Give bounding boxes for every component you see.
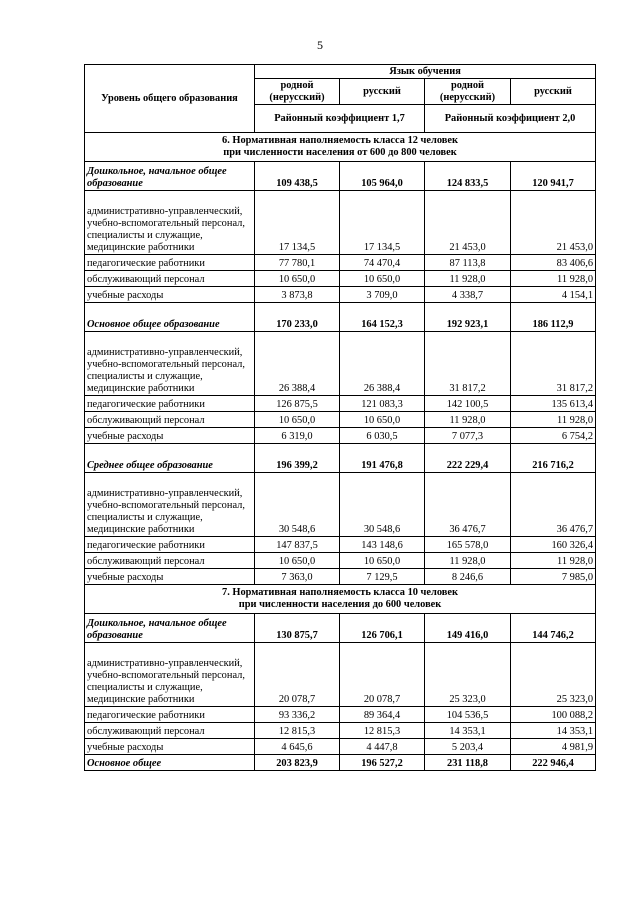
coefficient-header: Районный коэффициент 2,0 xyxy=(425,105,596,133)
level-total-cell: 196 527,2 xyxy=(340,755,425,771)
expense-item-label: учебные расходы xyxy=(85,428,255,444)
expense-value-cell: 4 338,7 xyxy=(425,287,511,303)
expense-value-cell: 8 246,6 xyxy=(425,569,511,585)
expense-value-cell: 7 985,0 xyxy=(511,569,596,585)
section-title xyxy=(85,133,596,162)
level-total-cell: 192 923,1 xyxy=(425,303,511,332)
expense-value-cell: 93 336,2 xyxy=(255,707,340,723)
expense-value-cell: 30 548,6 xyxy=(255,473,340,537)
expense-value-cell: 7 129,5 xyxy=(340,569,425,585)
expense-value-cell: 31 817,2 xyxy=(511,332,596,396)
expense-value-cell: 11 928,0 xyxy=(425,412,511,428)
expense-value-cell: 20 078,7 xyxy=(340,643,425,707)
expense-item-label: обслуживающий персонал xyxy=(85,723,255,739)
expense-value-cell: 5 203,4 xyxy=(425,739,511,755)
expense-value-cell: 87 113,8 xyxy=(425,255,511,271)
expense-item-label: административно-управленческий, учебно-вспомогательный персонал, специалисты и служащие, медицинские работники xyxy=(85,191,255,255)
expense-item-label: учебные расходы xyxy=(85,569,255,585)
expense-value-cell: 10 650,0 xyxy=(255,553,340,569)
expense-value-cell: 74 470,4 xyxy=(340,255,425,271)
level-total-cell: 144 746,2 xyxy=(511,614,596,643)
expense-value-cell: 4 154,1 xyxy=(511,287,596,303)
level-total-cell: 164 152,3 xyxy=(340,303,425,332)
lang-col-header: русский xyxy=(511,79,596,105)
expense-value-cell: 26 388,4 xyxy=(255,332,340,396)
expense-value-cell: 11 928,0 xyxy=(425,553,511,569)
expense-value-cell: 10 650,0 xyxy=(340,412,425,428)
expense-value-cell: 7 077,3 xyxy=(425,428,511,444)
expense-value-cell: 11 928,0 xyxy=(511,412,596,428)
expense-value-cell: 135 613,4 xyxy=(511,396,596,412)
level-total-cell: 105 964,0 xyxy=(340,162,425,191)
level-column-header: Уровень общего образования xyxy=(85,65,255,133)
expense-value-cell: 10 650,0 xyxy=(255,412,340,428)
expense-value-cell: 126 875,5 xyxy=(255,396,340,412)
expense-value-cell: 147 837,5 xyxy=(255,537,340,553)
expense-value-cell: 25 323,0 xyxy=(425,643,511,707)
level-total-cell: 130 875,7 xyxy=(255,614,340,643)
expense-value-cell: 30 548,6 xyxy=(340,473,425,537)
expense-value-cell: 36 476,7 xyxy=(425,473,511,537)
language-group-header: Язык обучения xyxy=(255,65,596,79)
expense-item-label: административно-управленческий, учебно-вспомогательный персонал, специалисты и служащие, медицинские работники xyxy=(85,643,255,707)
coefficient-header: Районный коэффициент 1,7 xyxy=(255,105,425,133)
expense-value-cell: 11 928,0 xyxy=(511,553,596,569)
expense-value-cell: 143 148,6 xyxy=(340,537,425,553)
expense-value-cell: 31 817,2 xyxy=(425,332,511,396)
level-total-cell: 186 112,9 xyxy=(511,303,596,332)
expense-value-cell: 26 388,4 xyxy=(340,332,425,396)
level-total-cell: 216 716,2 xyxy=(511,444,596,473)
expense-value-cell: 121 083,3 xyxy=(340,396,425,412)
expense-value-cell: 17 134,5 xyxy=(255,191,340,255)
education-level-name: Основное общее xyxy=(85,755,255,771)
expense-value-cell: 12 815,3 xyxy=(340,723,425,739)
expense-value-cell: 20 078,7 xyxy=(255,643,340,707)
expense-value-cell: 4 447,8 xyxy=(340,739,425,755)
expense-value-cell: 11 928,0 xyxy=(425,271,511,287)
expense-value-cell: 77 780,1 xyxy=(255,255,340,271)
section-title-line: при численности населения от 600 до 800 человек xyxy=(223,147,457,158)
expense-value-cell: 89 364,4 xyxy=(340,707,425,723)
expense-value-cell: 10 650,0 xyxy=(255,271,340,287)
expense-value-cell: 3 873,8 xyxy=(255,287,340,303)
level-total-cell: 196 399,2 xyxy=(255,444,340,473)
expense-item-label: учебные расходы xyxy=(85,287,255,303)
expense-value-cell: 11 928,0 xyxy=(511,271,596,287)
level-total-cell: 222 946,4 xyxy=(511,755,596,771)
level-total-cell: 149 416,0 xyxy=(425,614,511,643)
expense-value-cell: 21 453,0 xyxy=(511,191,596,255)
expense-value-cell: 160 326,4 xyxy=(511,537,596,553)
level-total-cell: 120 941,7 xyxy=(511,162,596,191)
expense-item-label: учебные расходы xyxy=(85,739,255,755)
expense-item-label: административно-управленческий, учебно-вспомогательный персонал, специалисты и служащие, медицинские работники xyxy=(85,473,255,537)
level-total-cell: 170 233,0 xyxy=(255,303,340,332)
education-level-name: Дошкольное, начальное общее образование xyxy=(85,162,255,191)
level-total-cell: 126 706,1 xyxy=(340,614,425,643)
expense-value-cell: 4 645,6 xyxy=(255,739,340,755)
expense-value-cell: 12 815,3 xyxy=(255,723,340,739)
expense-item-label: педагогические работники xyxy=(85,255,255,271)
expense-item-label: обслуживающий персонал xyxy=(85,412,255,428)
expense-value-cell: 36 476,7 xyxy=(511,473,596,537)
section-title-line: 6. Нормативная наполняемость класса 12 человек xyxy=(222,135,459,146)
expense-value-cell: 6 319,0 xyxy=(255,428,340,444)
expense-item-label: административно-управленческий, учебно-вспомогательный персонал, специалисты и служащие, медицинские работники xyxy=(85,332,255,396)
level-total-cell: 203 823,9 xyxy=(255,755,340,771)
expense-value-cell: 165 578,0 xyxy=(425,537,511,553)
expense-value-cell: 83 406,6 xyxy=(511,255,596,271)
expense-item-label: педагогические работники xyxy=(85,707,255,723)
expense-value-cell: 4 981,9 xyxy=(511,739,596,755)
education-level-name: Среднее общее образование xyxy=(85,444,255,473)
expense-value-cell: 17 134,5 xyxy=(340,191,425,255)
lang-col-header: родной (нерусский) xyxy=(255,79,340,105)
expense-value-cell: 104 536,5 xyxy=(425,707,511,723)
education-level-name: Дошкольное, начальное общее образование xyxy=(85,614,255,643)
expense-value-cell: 142 100,5 xyxy=(425,396,511,412)
section-title-line: при численности населения до 600 человек xyxy=(238,599,442,610)
expense-value-cell: 6 754,2 xyxy=(511,428,596,444)
expense-value-cell: 100 088,2 xyxy=(511,707,596,723)
level-total-cell: 109 438,5 xyxy=(255,162,340,191)
expense-value-cell: 3 709,0 xyxy=(340,287,425,303)
expense-item-label: педагогические работники xyxy=(85,537,255,553)
level-total-cell: 124 833,5 xyxy=(425,162,511,191)
expense-norms-table xyxy=(84,64,596,771)
level-total-cell: 231 118,8 xyxy=(425,755,511,771)
expense-value-cell: 10 650,0 xyxy=(340,553,425,569)
expense-item-label: педагогические работники xyxy=(85,396,255,412)
lang-col-header: родной (нерусский) xyxy=(425,79,511,105)
section-title xyxy=(85,585,596,614)
lang-col-header: русский xyxy=(340,79,425,105)
level-total-cell: 222 229,4 xyxy=(425,444,511,473)
expense-item-label: обслуживающий персонал xyxy=(85,553,255,569)
expense-value-cell: 14 353,1 xyxy=(425,723,511,739)
expense-value-cell: 25 323,0 xyxy=(511,643,596,707)
level-total-cell: 191 476,8 xyxy=(340,444,425,473)
education-level-name: Основное общее образование xyxy=(85,303,255,332)
expense-value-cell: 6 030,5 xyxy=(340,428,425,444)
expense-value-cell: 21 453,0 xyxy=(425,191,511,255)
expense-item-label: обслуживающий персонал xyxy=(85,271,255,287)
expense-value-cell: 10 650,0 xyxy=(340,271,425,287)
expense-value-cell: 7 363,0 xyxy=(255,569,340,585)
section-title-line: 7. Нормативная наполняемость класса 10 человек xyxy=(222,587,459,598)
expense-value-cell: 14 353,1 xyxy=(511,723,596,739)
page-number: 5 xyxy=(317,38,323,52)
